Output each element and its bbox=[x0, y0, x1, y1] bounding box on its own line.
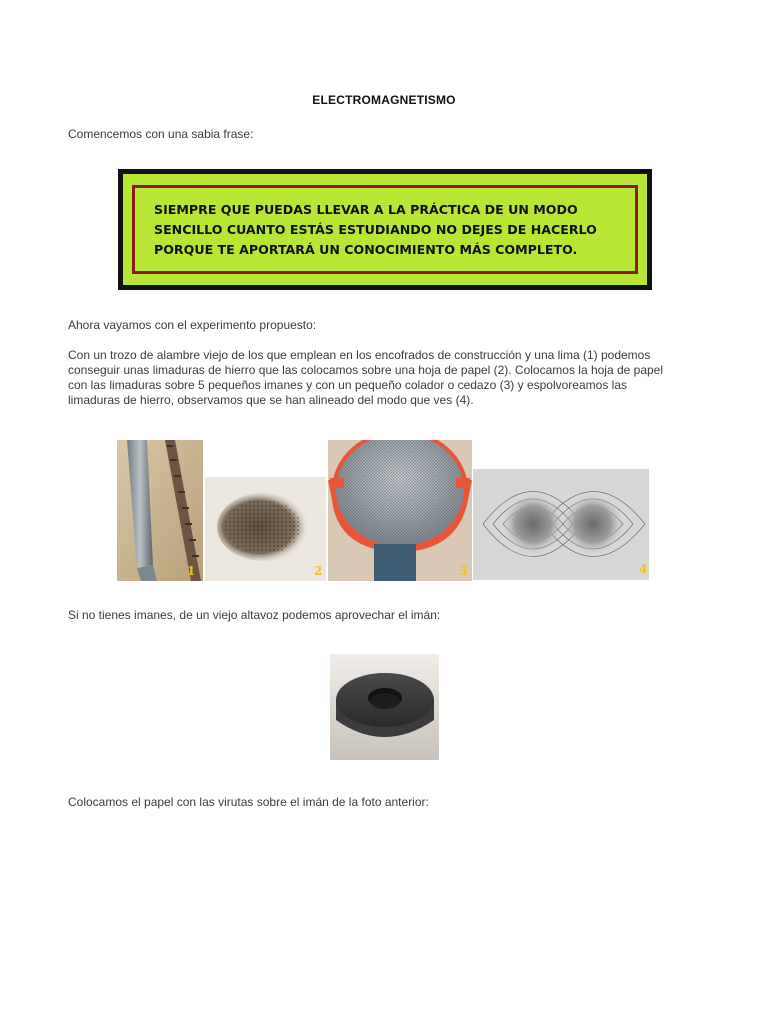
procedure-paragraph bbox=[68, 348, 698, 408]
quote-background bbox=[123, 174, 647, 285]
photo-iron-filings bbox=[205, 477, 326, 581]
speaker-magnet-image bbox=[330, 654, 439, 760]
quote-box bbox=[118, 169, 652, 290]
photo-number: 2 bbox=[314, 564, 323, 578]
photo-field-pattern bbox=[473, 469, 649, 580]
procedure-line: con las limaduras sobre 5 pequeños imanes y con un pequeño colador o cedazo (3) y espolvoreamos las bbox=[68, 378, 627, 392]
quote-frame bbox=[132, 185, 638, 274]
photo-strainer bbox=[328, 440, 472, 581]
strainer-image bbox=[328, 440, 472, 581]
procedure-line: conseguir unas limaduras de hierro que las colocamos sobre una hoja de papel (2). Colocamos la hoja de papel bbox=[68, 363, 664, 377]
photo-speaker-magnet bbox=[330, 654, 439, 760]
photo-number: 1 bbox=[187, 564, 196, 578]
quote-text bbox=[154, 200, 597, 260]
file-and-wire-image bbox=[117, 440, 203, 581]
experiment-intro-text: Ahora vayamos con el experimento propuesto: bbox=[68, 318, 317, 332]
photo-number: 4 bbox=[639, 562, 648, 576]
speaker-text: Si no tienes imanes, de un viejo altavoz podemos aprovechar el imán: bbox=[68, 608, 441, 622]
intro-text: Comencemos con una sabia frase: bbox=[68, 127, 254, 141]
photo-file-and-wire bbox=[117, 440, 203, 581]
procedure-line: Con un trozo de alambre viejo de los que emplean en los encofrados de construcción y una lima (1) podemos bbox=[68, 348, 651, 362]
quote-line: PORQUE TE APORTARÁ UN CONOCIMIENTO MÁS COMPLETO. bbox=[154, 241, 578, 257]
page-title: ELECTROMAGNETISMO bbox=[312, 93, 456, 107]
final-text: Colocamos el papel con las virutas sobre el imán de la foto anterior: bbox=[68, 795, 429, 809]
quote-line: SIEMPRE QUE PUEDAS LLEVAR A LA PRÁCTICA DE UN MODO bbox=[154, 201, 578, 217]
quote-line: SENCILLO CUANTO ESTÁS ESTUDIANDO NO DEJES DE HACERLO bbox=[154, 221, 597, 237]
photo-number: 3 bbox=[459, 564, 468, 578]
procedure-line: limaduras de hierro, observamos que se han alineado del modo que ves (4). bbox=[68, 393, 474, 407]
field-pattern-image bbox=[473, 469, 649, 580]
iron-filings-image bbox=[205, 477, 326, 581]
